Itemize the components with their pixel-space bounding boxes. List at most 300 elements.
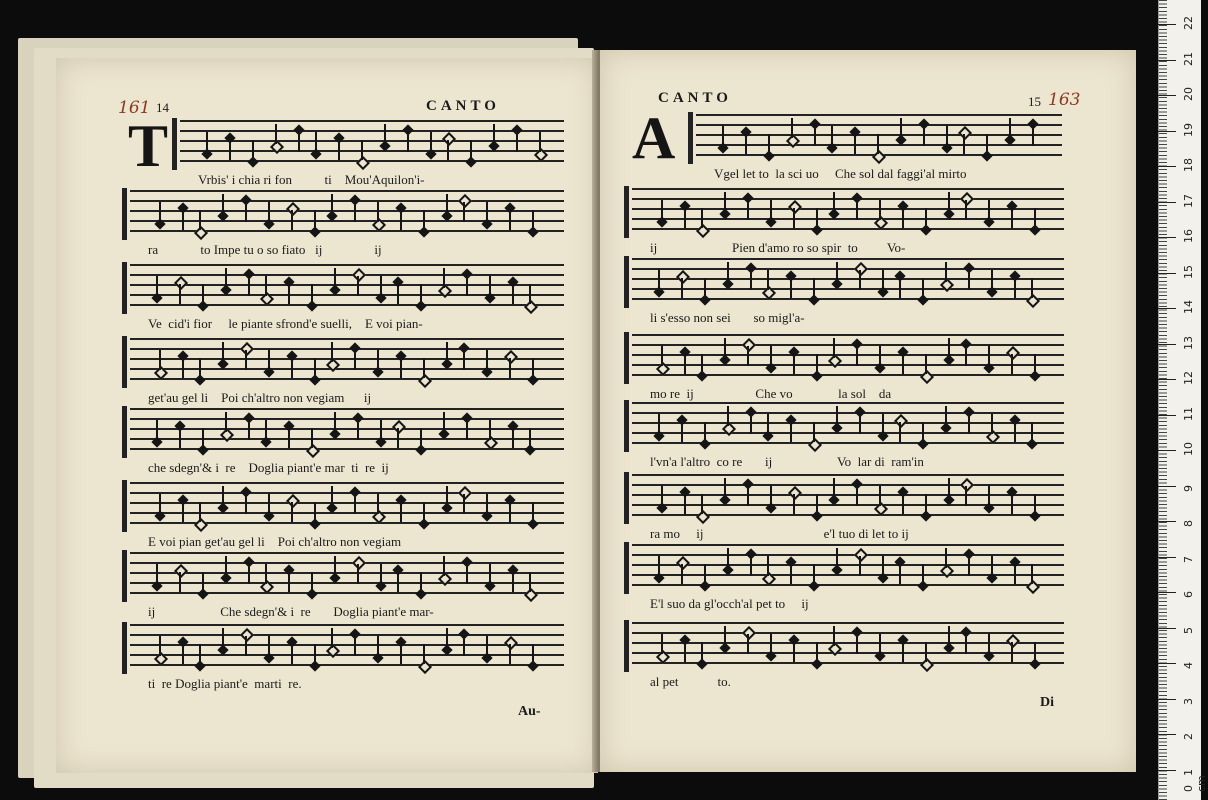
note-stem [199, 502, 201, 522]
note-head [742, 626, 756, 640]
note-head [418, 660, 432, 674]
note-stem [701, 494, 703, 514]
note-stem [986, 134, 988, 154]
lyric-line: E voi pian get'au gel li Poi ch'altro non vegiam [148, 534, 402, 549]
note-stem [1014, 278, 1016, 298]
note-stem [380, 420, 382, 440]
note-stem [770, 634, 772, 654]
note-stem [681, 278, 683, 298]
note-stem [315, 132, 317, 152]
lyric-line: che sdegn'& i re Doglia piant'e mar ti re ij [148, 460, 389, 475]
ruler-number: 16 [1182, 229, 1195, 243]
note-stem [747, 346, 749, 366]
note-stem [529, 284, 531, 304]
note-stem [790, 278, 792, 298]
note-stem [902, 354, 904, 374]
ruler-cm-tick [1158, 273, 1176, 274]
note-stem [661, 634, 663, 654]
note-stem [747, 200, 749, 220]
note-stem [882, 414, 884, 434]
note-head [392, 420, 406, 434]
note-group [632, 258, 1064, 306]
ruler-cm-tick [1158, 60, 1176, 61]
note-stem [1034, 642, 1036, 662]
note-head [240, 628, 254, 642]
ruler-number: 22 [1182, 16, 1195, 30]
note-stem [509, 644, 511, 664]
ruler-cm-tick [1158, 344, 1176, 345]
note-stem [354, 202, 356, 222]
note-group [130, 190, 564, 238]
note-stem [816, 642, 818, 662]
note-stem [532, 502, 534, 522]
music-system [130, 624, 564, 704]
ruler-cm-tick [1158, 557, 1176, 558]
staff-clef-bar [624, 620, 629, 672]
note-head [504, 636, 518, 650]
note-stem [407, 132, 409, 152]
note-stem [767, 556, 769, 576]
note-head [326, 644, 340, 658]
note-head [854, 548, 868, 562]
note-stem [354, 636, 356, 656]
note-stem [836, 548, 838, 568]
staff-clef-bar [624, 472, 629, 524]
note-stem [288, 284, 290, 304]
note-head [854, 262, 868, 276]
ruler-number: 20 [1182, 87, 1195, 101]
note-stem [1034, 494, 1036, 514]
note-stem [1031, 564, 1033, 584]
note-stem [222, 628, 224, 648]
note-stem [311, 428, 313, 448]
note-head [372, 510, 386, 524]
note-head [940, 564, 954, 578]
staff-clef-bar [122, 406, 127, 458]
lyric-line: Ve cid'i fior le piante sfrond'e suelli, E voi pian- [148, 316, 423, 331]
note-stem [770, 346, 772, 366]
note-stem [248, 276, 250, 296]
note-stem [248, 564, 250, 584]
note-stem [701, 354, 703, 374]
note-head [676, 556, 690, 570]
note-stem [856, 486, 858, 506]
note-stem [225, 268, 227, 288]
note-stem [486, 350, 488, 370]
note-stem [400, 358, 402, 378]
note-stem [354, 350, 356, 370]
note-stem [397, 284, 399, 304]
note-stem [658, 414, 660, 434]
note-stem [229, 140, 231, 160]
note-stem [493, 124, 495, 144]
note-head [352, 268, 366, 282]
note-stem [400, 210, 402, 230]
note-stem [466, 276, 468, 296]
ruler-cm-tick [1158, 450, 1176, 451]
note-stem [1009, 118, 1011, 138]
note-head [1026, 580, 1040, 594]
note-stem [661, 346, 663, 366]
note-stem [879, 486, 881, 506]
note-stem [357, 420, 359, 440]
note-stem [222, 342, 224, 362]
note-head [762, 286, 776, 300]
note-stem [859, 414, 861, 434]
music-system [130, 338, 564, 418]
note-stem [1032, 126, 1034, 146]
note-stem [770, 486, 772, 506]
note-stem [925, 208, 927, 228]
note-stem [446, 486, 448, 506]
note-stem [380, 276, 382, 296]
note-stem [380, 564, 382, 584]
note-stem [265, 276, 267, 296]
note-head [722, 422, 736, 436]
note-head [356, 156, 370, 170]
music-system [696, 114, 1062, 194]
note-stem [988, 200, 990, 220]
note-stem [879, 634, 881, 654]
note-stem [750, 556, 752, 576]
note-stem [509, 210, 511, 230]
note-stem [420, 428, 422, 448]
note-stem [681, 422, 683, 442]
note-stem [159, 202, 161, 222]
music-system [632, 402, 1064, 482]
ruler-number: 5 [1182, 626, 1195, 634]
music-system [130, 264, 564, 344]
music-system [632, 258, 1064, 338]
note-stem [357, 276, 359, 296]
staff-clef-bar [122, 262, 127, 314]
music-system [130, 190, 564, 270]
staff-clef-bar [624, 542, 629, 594]
ruler-number: 3 [1182, 697, 1195, 705]
note-stem [833, 626, 835, 646]
note-stem [833, 192, 835, 212]
note-stem [288, 572, 290, 592]
note-stem [265, 564, 267, 584]
note-stem [879, 200, 881, 220]
note-head [874, 502, 888, 516]
staff-clef-bar [624, 400, 629, 452]
note-stem [156, 420, 158, 440]
note-head [240, 342, 254, 356]
note-stem [159, 350, 161, 370]
note-stem [882, 556, 884, 576]
note-head [808, 438, 822, 452]
note-group [130, 264, 564, 312]
note-stem [768, 134, 770, 154]
note-head [762, 572, 776, 586]
note-head [524, 588, 538, 602]
note-stem [159, 494, 161, 514]
note-stem [311, 572, 313, 592]
note-stem [922, 278, 924, 298]
note-stem [701, 208, 703, 228]
note-stem [988, 486, 990, 506]
note-stem [791, 118, 793, 138]
ruler-unit-label: 0 cm [1182, 775, 1208, 792]
note-stem [922, 422, 924, 442]
note-stem [701, 642, 703, 662]
note-stem [856, 634, 858, 654]
note-stem [245, 494, 247, 514]
lyric-line: l'vn'a l'altro co re ij Vo lar di ram'in [650, 454, 924, 469]
staff-clef-bar [624, 186, 629, 238]
note-stem [1011, 494, 1013, 514]
note-stem [902, 208, 904, 228]
note-stem [965, 634, 967, 654]
note-stem [486, 202, 488, 222]
note-stem [486, 636, 488, 656]
note-stem [747, 634, 749, 654]
note-stem [532, 358, 534, 378]
note-stem [836, 262, 838, 282]
note-head [504, 350, 518, 364]
note-stem [856, 346, 858, 366]
note-stem [1034, 354, 1036, 374]
note-group [632, 334, 1064, 382]
note-stem [470, 140, 472, 160]
note-stem [489, 276, 491, 296]
note-head [960, 478, 974, 492]
note-group [130, 552, 564, 600]
ruler-cm-tick [1158, 415, 1176, 416]
note-stem [965, 200, 967, 220]
note-stem [509, 502, 511, 522]
note-head [524, 300, 538, 314]
lyric-line: al pet to. [650, 674, 731, 689]
note-stem [816, 354, 818, 374]
note-stem [423, 502, 425, 522]
note-stem [443, 412, 445, 432]
lyric-line: ra to Impe tu o so fiato ij ij [148, 242, 382, 257]
lyric-line: ra mo ij e'l tuo di let to ij [650, 526, 909, 541]
ruler-number: 12 [1182, 371, 1195, 385]
lyric-line: Vrbis' i chia ri fon ti Mou'Aquilon'i- [198, 172, 425, 187]
note-stem [724, 338, 726, 358]
note-stem [252, 140, 254, 160]
note-head [676, 270, 690, 284]
note-group [632, 474, 1064, 522]
note-stem [156, 276, 158, 296]
note-head [326, 358, 340, 372]
note-head [154, 652, 168, 666]
note-stem [334, 556, 336, 576]
note-head [194, 518, 208, 532]
note-stem [202, 284, 204, 304]
note-stem [925, 354, 927, 374]
note-stem [248, 420, 250, 440]
note-stem [288, 428, 290, 448]
note-stem [770, 200, 772, 220]
note-head [696, 224, 710, 238]
note-stem [745, 134, 747, 154]
note-stem [489, 564, 491, 584]
note-stem [793, 354, 795, 374]
right-ink-folio: 163 [1048, 90, 1081, 110]
note-stem [446, 628, 448, 648]
note-stem [291, 502, 293, 522]
note-stem [1014, 564, 1016, 584]
note-stem [182, 358, 184, 378]
note-stem [486, 494, 488, 514]
note-head [286, 202, 300, 216]
ruler-number: 7 [1182, 555, 1195, 563]
note-group [632, 402, 1064, 450]
note-stem [945, 548, 947, 568]
note-head [438, 284, 452, 298]
note-stem [727, 262, 729, 282]
note-stem [446, 342, 448, 362]
note-stem [790, 564, 792, 584]
note-stem [334, 268, 336, 288]
note-stem [767, 414, 769, 434]
note-head [786, 134, 800, 148]
note-stem [948, 478, 950, 498]
note-group [130, 482, 564, 530]
note-stem [199, 210, 201, 230]
note-stem [331, 486, 333, 506]
note-stem [245, 202, 247, 222]
note-stem [539, 132, 541, 152]
staff-clef-bar [122, 188, 127, 240]
lyric-line: ij Che sdegn'& i re Doglia piant'e mar- [148, 604, 434, 619]
note-stem [968, 270, 970, 290]
ruler-cm-tick [1158, 131, 1176, 132]
note-stem [859, 270, 861, 290]
note-stem [793, 494, 795, 514]
note-stem [925, 494, 927, 514]
note-stem [291, 210, 293, 230]
note-head [656, 650, 670, 664]
note-stem [661, 200, 663, 220]
note-stem [199, 358, 201, 378]
left-page-number: 14 [156, 100, 169, 115]
note-stem [423, 210, 425, 230]
note-stem [991, 414, 993, 434]
note-stem [334, 412, 336, 432]
note-head [154, 366, 168, 380]
lyric-line: ti re Doglia piant'e marti re. [148, 676, 302, 691]
note-stem [314, 502, 316, 522]
note-head [920, 370, 934, 384]
note-stem [724, 192, 726, 212]
note-stem [182, 644, 184, 664]
ruler-number: 4 [1182, 662, 1195, 669]
note-head [742, 338, 756, 352]
ruler-cm-tick [1158, 202, 1176, 203]
note-group [180, 120, 564, 168]
note-stem [991, 556, 993, 576]
note-stem [968, 414, 970, 434]
note-stem [724, 478, 726, 498]
left-running-head: CANTO [426, 98, 500, 114]
note-group [130, 338, 564, 386]
note-stem [902, 494, 904, 514]
note-head [418, 374, 432, 388]
note-stem [447, 140, 449, 160]
note-stem [790, 422, 792, 442]
note-stem [268, 494, 270, 514]
ruler-cm-tick [1158, 663, 1176, 664]
note-stem [945, 262, 947, 282]
note-stem [925, 642, 927, 662]
note-stem [658, 556, 660, 576]
note-stem [423, 358, 425, 378]
ruler-cm-tick [1158, 95, 1176, 96]
music-system [632, 544, 1064, 624]
ruler-number: 8 [1182, 520, 1195, 527]
note-stem [199, 644, 201, 664]
note-stem [681, 564, 683, 584]
note-head [306, 444, 320, 458]
note-stem [750, 414, 752, 434]
note-stem [159, 636, 161, 656]
note-stem [202, 572, 204, 592]
ruler-cm-tick [1158, 521, 1176, 522]
note-stem [397, 572, 399, 592]
note-head [442, 132, 456, 146]
note-stem [923, 126, 925, 146]
note-stem [704, 278, 706, 298]
left-ink-folio: 161 [118, 98, 151, 118]
note-head [920, 658, 934, 672]
note-stem [684, 642, 686, 662]
note-group [632, 622, 1064, 670]
note-stem [377, 202, 379, 222]
ruler-cm-tick [1158, 237, 1176, 238]
note-head [174, 276, 188, 290]
note-stem [377, 636, 379, 656]
staff-clef-bar [624, 256, 629, 308]
note-stem [946, 126, 948, 146]
music-system [130, 482, 564, 562]
note-stem [179, 284, 181, 304]
note-head [260, 580, 274, 594]
note-stem [948, 626, 950, 646]
staff-clef-bar [122, 622, 127, 674]
note-stem [314, 210, 316, 230]
note-head [1006, 634, 1020, 648]
note-head [828, 354, 842, 368]
note-head [874, 216, 888, 230]
note-stem [202, 428, 204, 448]
note-head [958, 126, 972, 140]
note-head [1026, 294, 1040, 308]
note-stem [206, 132, 208, 152]
note-stem [831, 126, 833, 146]
note-stem [466, 564, 468, 584]
note-stem [816, 208, 818, 228]
note-stem [377, 350, 379, 370]
note-stem [179, 428, 181, 448]
ruler-number: 10 [1182, 442, 1195, 456]
note-head [872, 150, 886, 164]
music-system [632, 188, 1064, 268]
note-stem [225, 556, 227, 576]
ruler-cm-tick [1158, 166, 1176, 167]
note-stem [902, 642, 904, 662]
note-stem [298, 132, 300, 152]
ruler-cm-tick [1158, 592, 1176, 593]
note-group [632, 188, 1064, 236]
note-stem [245, 636, 247, 656]
staff-clef-bar [688, 112, 693, 164]
note-stem [965, 346, 967, 366]
